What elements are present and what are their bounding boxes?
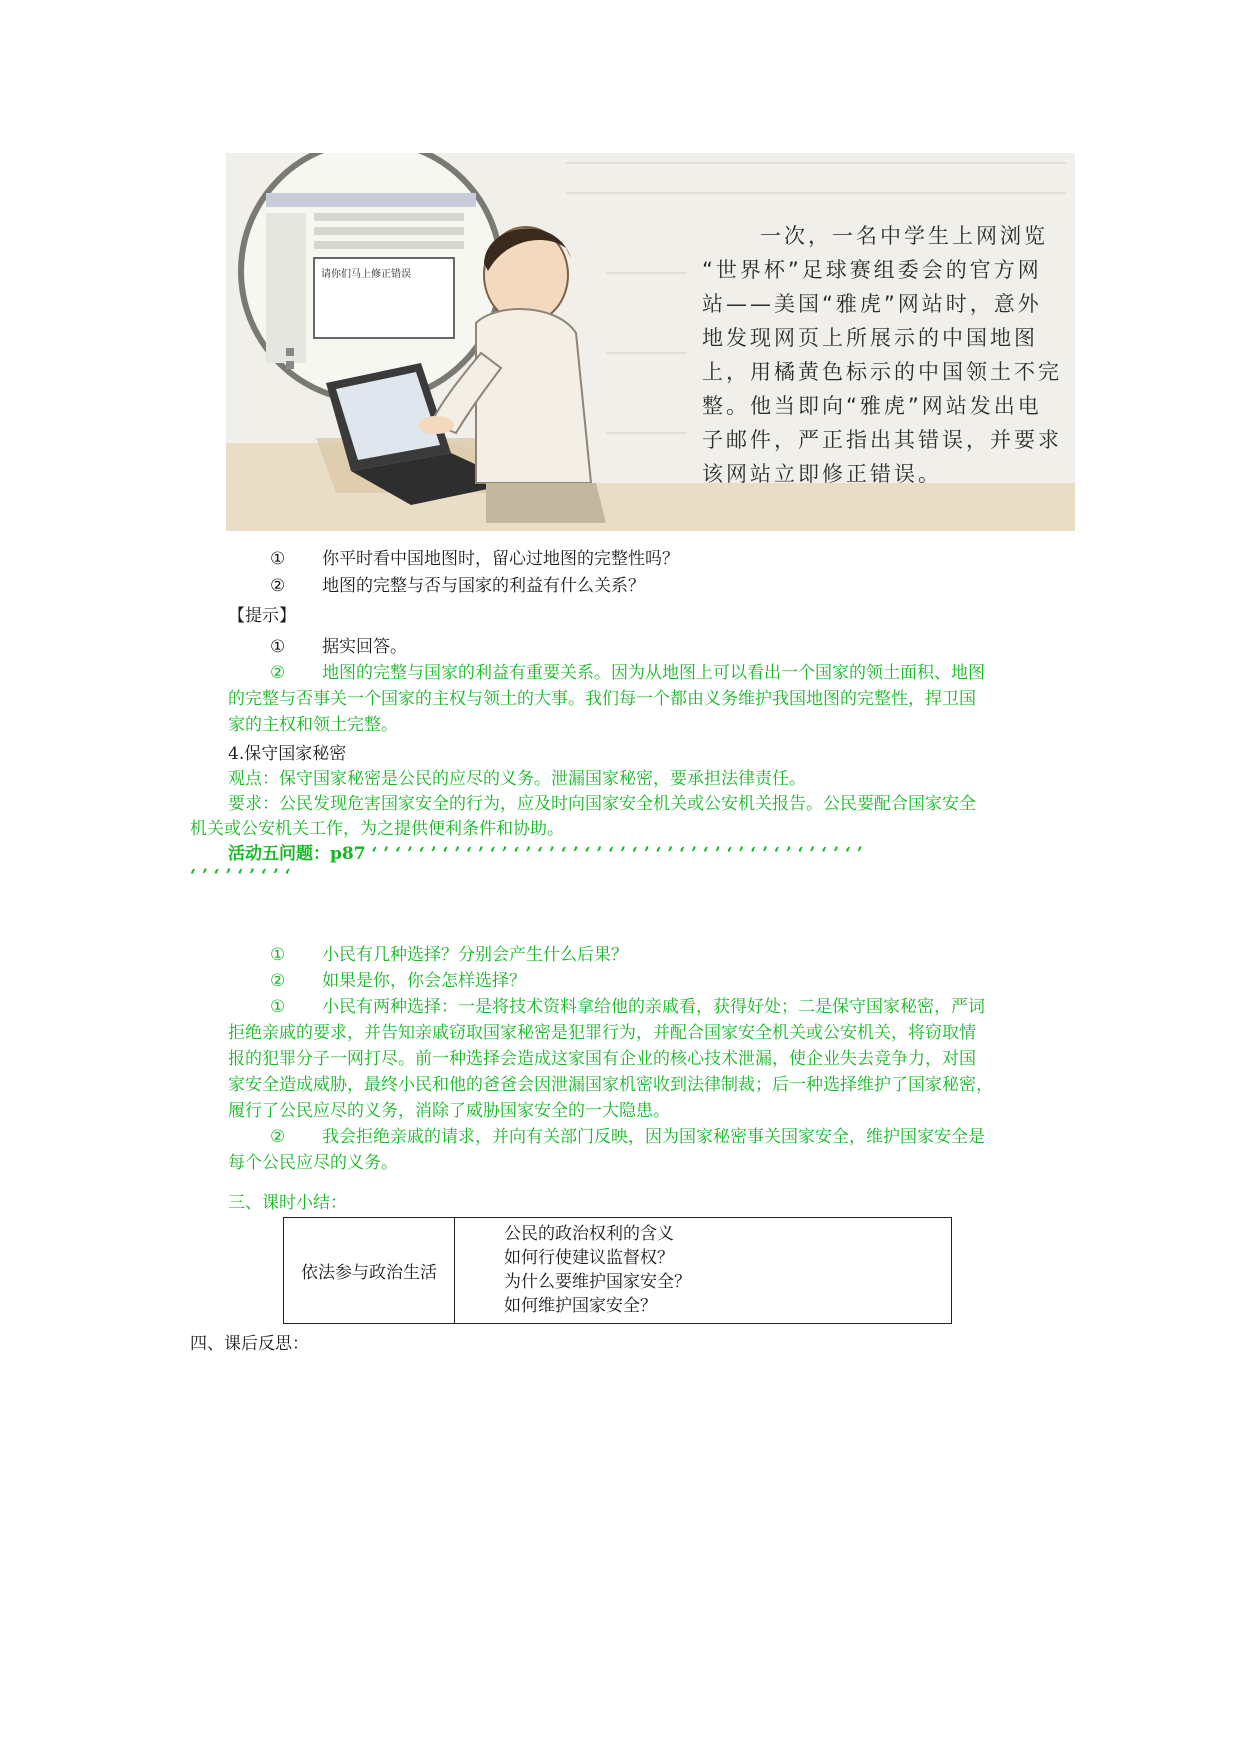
hint-text: 据实回答。: [322, 637, 408, 657]
summary-item: 如何维护国家安全？: [504, 1296, 657, 1316]
answer-2-2-line-2: 每个公民应尽的义务。: [228, 1153, 398, 1173]
question-text: 你平时看中国地图时，留心过地图的完整性吗？: [322, 549, 680, 569]
caption-line: 地发现网页上所展示的中国地图: [702, 326, 1038, 350]
hint-text: 地图的完整与国家的利益有重要关系。因为从地图上可以看出一个国家的领土面积、地图: [322, 663, 986, 683]
caption-line: “世界杯”足球赛组委会的官方网: [702, 258, 1042, 282]
caption-line: 一次，一名中学生上网浏览: [760, 224, 1048, 248]
hint-2-line-1: [270, 660, 985, 686]
question-number: ②: [270, 576, 286, 596]
caption-line: 该网站立即修正错误。: [702, 462, 942, 486]
caption-line: 上，用橘黄色标示的中国领土不完: [702, 360, 1062, 384]
section-4-heading: 4.保守国家秘密: [228, 744, 347, 764]
summary-left-cell: 依法参与政治生活: [284, 1218, 455, 1323]
section-4-viewpoint: 观点：保守国家秘密是公民的应尽的义务。泄漏国家秘密，要承担法律责任。: [228, 769, 806, 789]
answer-2-1-line-2: 拒绝亲戚的要求，并告知亲戚窃取国家秘密是犯罪行为，并配合国家安全机关或公安机关，将窃取情: [228, 1023, 976, 1043]
activity-five-line-2: ‘ ’ ‘ ’ ‘ ’ ‘ ’ ‘: [190, 866, 291, 886]
hint-2-line-3: 家的主权和领土完整。: [228, 715, 398, 735]
answer-number: ①: [270, 997, 286, 1017]
question-number: ①: [270, 549, 286, 569]
question-2-1: [270, 942, 628, 968]
activity-five-line-1: 活动五问题：p87 ‘ ’ ‘ ’ ‘ ’ ‘ ’ ‘ ’ ‘ ’ ‘ ’ ‘ ’ ‘ ’ ‘ ’ ‘ ’ ‘ ’ ‘ ’ ‘ ’ ‘ ’ ‘ ’ ‘ ’ ‘ ’ ‘ ’ ‘ ’ ‘ ’: [228, 844, 863, 864]
question-number: ②: [270, 971, 286, 991]
question-2-2: [270, 968, 526, 994]
answer-2-2-line-1: [270, 1124, 985, 1150]
reflection-heading: 四、课后反思：: [190, 1334, 309, 1354]
summary-item: 公民的政治权利的含义: [504, 1224, 674, 1244]
section-4-requirement-line-1: 要求：公民发现危害国家安全的行为，应及时向国家安全机关或公安机关报告。公民要配合国家安全: [228, 794, 976, 814]
screen-email-text: 请你们马上修正错误: [321, 269, 411, 280]
hint-1: [270, 634, 407, 660]
question-text: 如果是你，你会怎样选择？: [322, 971, 527, 991]
caption-line: 子邮件，严正指出其错误，并要求: [702, 428, 1062, 452]
answer-number: ②: [270, 1127, 286, 1147]
illustration-caption: [702, 219, 1062, 491]
summary-table: [283, 1217, 952, 1324]
answer-text: 小民有两种选择：一是将技术资料拿给他的亲戚看，获得好处；二是保守国家秘密，严词: [322, 997, 986, 1017]
question-text: 小民有几种选择？分别会产生什么后果？: [322, 945, 629, 965]
answer-text: 我会拒绝亲戚的请求，并向有关部门反映，因为国家秘密事关国家安全，维护国家安全是: [322, 1127, 986, 1147]
question-1-2: [270, 573, 645, 599]
hint-number: ②: [270, 663, 286, 683]
question-1-1: [270, 546, 679, 572]
answer-2-1-line-4: 家安全造成威胁，最终小民和他的爸爸会因泄漏国家机密收到法律制裁；后一种选择维护了国家秘密，: [228, 1075, 993, 1095]
illustration-student-at-laptop: [226, 153, 1075, 531]
answer-2-1-line-1: [270, 994, 985, 1020]
question-number: ①: [270, 945, 286, 965]
caption-line: 整。他当即向“雅虎”网站发出电: [702, 394, 1042, 418]
hint-label: 【提示】: [228, 606, 296, 626]
hint-number: ①: [270, 637, 286, 657]
question-text: 地图的完整与否与国家的利益有什么关系？: [322, 576, 646, 596]
section-4-requirement-line-2: 机关或公安机关工作，为之提供便利条件和协助。: [190, 819, 564, 839]
summary-right-cell: [504, 1222, 691, 1318]
summary-item: 为什么要维护国家安全？: [504, 1272, 691, 1292]
answer-2-1-line-3: 报的犯罪分子一网打尽。前一种选择会造成这家国有企业的核心技术泄漏，使企业失去竞争力，对国: [228, 1049, 976, 1069]
summary-heading: 三、课时小结：: [228, 1193, 347, 1213]
summary-item: 如何行使建议监督权？: [504, 1248, 674, 1268]
hint-2-line-2: 的完整与否事关一个国家的主权与领土的大事。我们每一个都由义务维护我国地图的完整性，捍卫国: [228, 689, 976, 709]
caption-line: 站——美国“雅虎”网站时，意外: [702, 292, 1042, 316]
answer-2-1-line-5: 履行了公民应尽的义务，消除了威胁国家安全的一大隐患。: [228, 1101, 670, 1121]
